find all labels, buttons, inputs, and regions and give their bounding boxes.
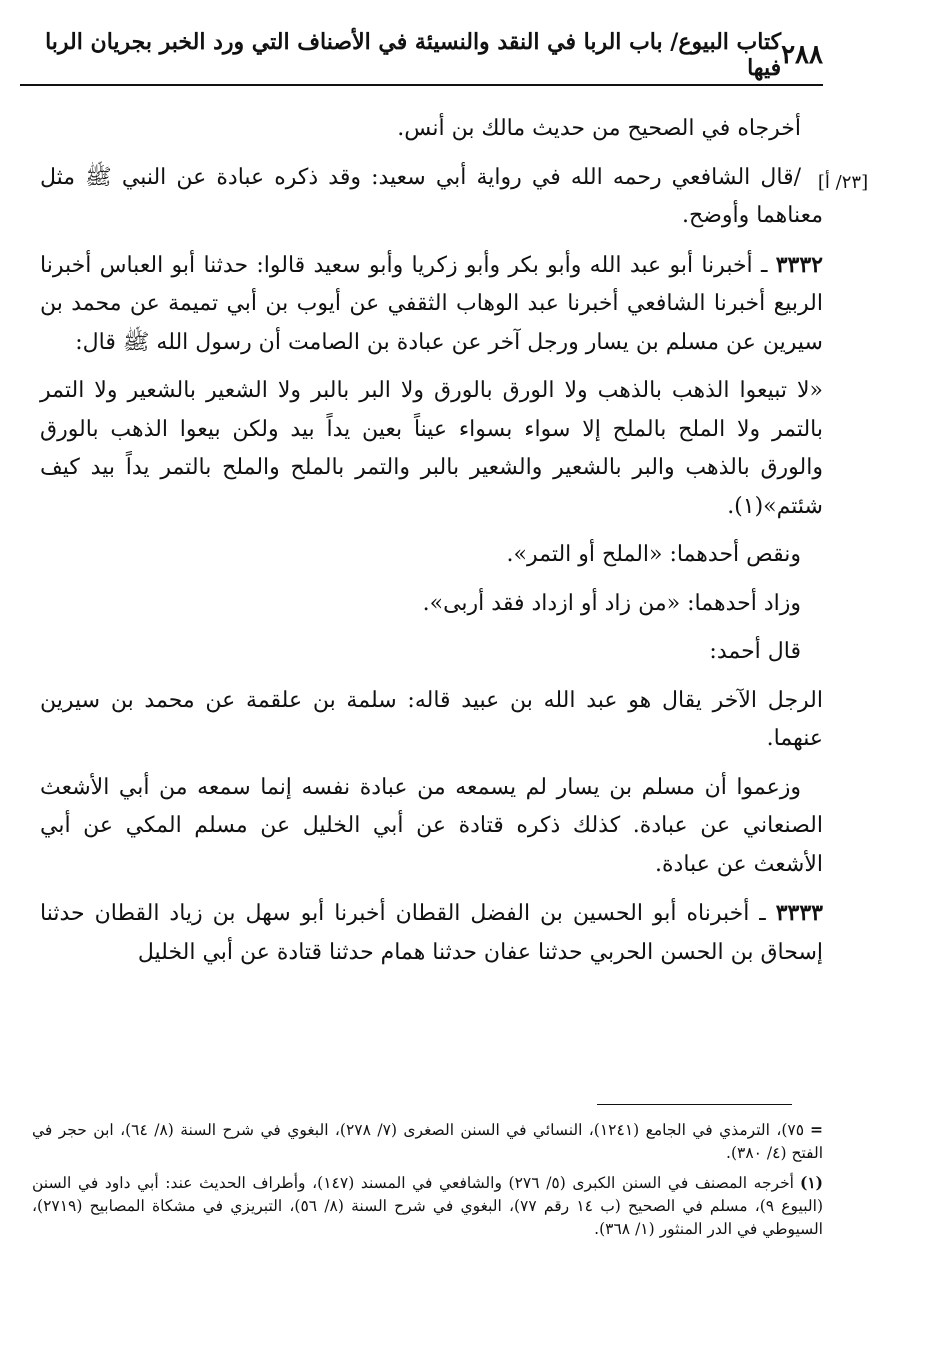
paragraph: /قال الشافعي رحمه الله في رواية أبي سعيد: وقد ذكره عبادة عن النبي ﷺ مثل معناهما وأوضح. (40, 164, 823, 228)
footnote-marker: (١) (799, 1173, 823, 1192)
page-number: ٢٨٨ (781, 40, 823, 70)
paragraph: قال أحمد: (709, 639, 801, 664)
footnote (32, 1171, 823, 1241)
footnotes (32, 1118, 823, 1247)
footnote (32, 1118, 823, 1165)
paragraph: وزاد أحدهما: «من زاد أو ازداد فقد أربى». (422, 590, 801, 616)
page-header (20, 30, 823, 80)
paragraph: وزعموا أن مسلم بن يسار لم يسمعه من عبادة نفسه إنما سمعه من أبي الأشعث الصنعاني عن عبادة. كذلك ذكره قتادة عن أبي الخليل عن مسلم المكي عن أبي الأشعث عن عبادة. (40, 774, 823, 877)
paragraph: «لا تبيعوا الذهب بالذهب ولا الورق بالورق ولا البر بالبر ولا الشعير بالشعير ولا التمر بالتمر ولا الملح بالملح إلا سواء بسواء عيناً بعين يداً بيد ولكن بيعوا الذهب بالورق والورق بالذهب والبر بالشعير والشعير بالبر والتمر بالملح والملح بالتمر يداً بيد كيف شئتم»(١). (40, 378, 823, 519)
hadith-number: ٣٣٣٢ (775, 251, 823, 278)
footnote-text: أخرجه المصنف في السنن الكبرى (٥/ ٢٧٦) والشافعي في المسند (١٤٧)، وأطراف الحديث عند: أبي داود في السنن (البيوع ٩)، مسلم في الصحيح (ب ١٤ رقم ٧٧)، البغوي في شرح السنة (٨/ ٥٦)، التبريزي في مشكاة المصابيح (٢٧١٩)، السيوطي في الدر المنثور (١/ ٣٦٨). (32, 1174, 823, 1238)
paragraph: أخرجاه في الصحيح من حديث مالك بن أنس. (397, 116, 801, 141)
header-divider (20, 84, 823, 86)
hadith-text: ـ أخبرنا أبو عبد الله وأبو بكر وأبو زكريا وأبو سعيد قالوا: حدثنا أبو العباس أخبرنا الربيع أخبرنا الشافعي أخبرنا عبد الوهاب الثقفي عن أيوب بن أبي تميمة عن محمد بن سيرين عن مسلم بن يسار ورجل آخر عن عبادة بن الصامت أن رسول الله ﷺ قال: (40, 252, 823, 355)
footnote-divider (597, 1104, 792, 1105)
hadith-paragraph (40, 246, 823, 363)
paragraph: الرجل الآخر يقال هو عبد الله بن عبيد قاله: سلمة بن علقمة عن محمد بن سيرين عنهما. (40, 687, 823, 751)
footnote-text: ٧٥)، الترمذي في الجامع (١٢٤١)، النسائي في السنن الصغرى (٧/ ٢٧٨)، البغوي في شرح السنة (٨/ ٦٤)، ابن حجر في الفتح (٤/ ٣٨٠). (32, 1121, 823, 1162)
hadith-number: ٣٣٣٣ (775, 900, 823, 926)
main-text (40, 110, 823, 982)
running-title: كتاب البيوع/ باب الربا في النقد والنسيئة في الأصناف التي ورد الخبر بجريان الربا فيها (45, 29, 782, 81)
footnote-marker: = (810, 1120, 824, 1139)
hadith-text: ـ أخبرناه أبو الحسين بن الفضل القطان أخبرنا أبو سهل بن زياد القطان حدثنا إسحاق بن الحسن الحربي حدثنا عفان حدثنا همام حدثنا قتادة عن أبي الخليل (40, 901, 823, 965)
paragraph: ونقص أحدهما: «الملح أو التمر». (506, 542, 801, 567)
hadith-paragraph (40, 894, 823, 972)
manuscript-folio-note: [٢٣/ أ] (817, 172, 869, 193)
